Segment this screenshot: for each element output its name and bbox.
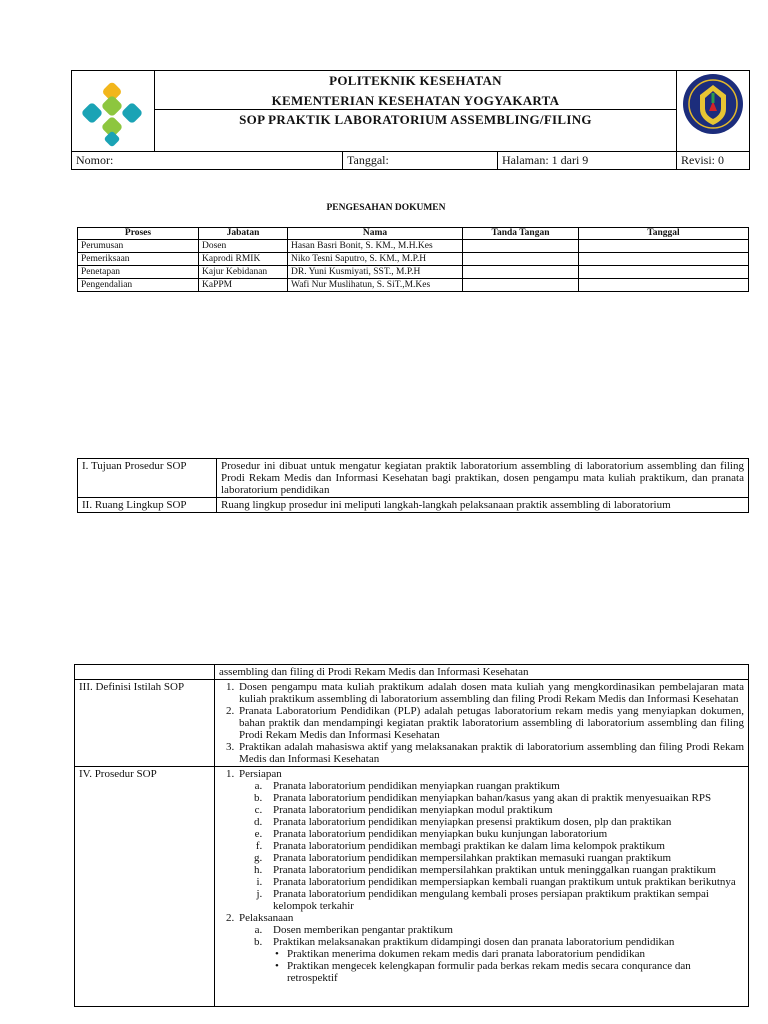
cell-nama: Hasan Basri Bonit, S. KM., M.H.Kes — [288, 240, 463, 253]
bullet-item: • Praktikan menerima dokumen rekam medis dari pranata laboratorium pendidikan — [287, 948, 744, 960]
institution-name: POLITEKNIK KESEHATAN — [329, 73, 502, 88]
cell-tanda-tangan — [463, 279, 579, 292]
section-text: Prosedur ini dibuat untuk mengatur kegiatan praktik laboratorium assembling di laboratorium assembling dan filing Prodi Rekam Medis dan Informasi Kesehatan bagi praktikan, dosen pengampu mata kuliah praktikum, dan pranata laboratorium pendidikan — [217, 459, 749, 498]
revisi-field: Revisi: 0 — [677, 152, 750, 170]
cell-tanda-tangan — [463, 240, 579, 253]
section-prosedur — [75, 767, 749, 1007]
table-row — [78, 266, 749, 279]
cell-jabatan: Kaprodi RMIK — [199, 253, 288, 266]
bullet-item: • Praktikan mengecek kelengkapan formulir pada berkas rekam medis secara conqurance dan retrospektif — [287, 960, 744, 984]
section-tujuan — [78, 459, 749, 498]
kemenkes-logo-icon — [72, 71, 154, 147]
table-row — [78, 240, 749, 253]
cell-nama: Wafi Nur Muslihatun, S. SiT.,M.Kes — [288, 279, 463, 292]
document-info-row — [72, 152, 750, 170]
nomor-field: Nomor: — [72, 152, 343, 170]
sop-sections-table — [77, 458, 749, 513]
poltekkes-logo-cell — [677, 71, 750, 152]
section-label: I. Tujuan Prosedur SOP — [78, 459, 217, 498]
col-header-jabatan: Jabatan — [199, 228, 288, 240]
definisi-content — [215, 680, 749, 767]
list-item: a. Dosen memberikan pengantar praktikum — [265, 924, 744, 936]
tanggal-field: Tanggal: — [343, 152, 498, 170]
list-item: d. Pranata laboratorium pendidikan menyiapkan presensi praktikum dosen, plp dan praktikan — [265, 816, 744, 828]
list-item: a. Pranata laboratorium pendidikan menyiapkan ruangan praktikum — [265, 780, 744, 792]
cell-tanggal — [579, 240, 749, 253]
list-item — [265, 936, 744, 948]
cell-jabatan: KaPPM — [199, 279, 288, 292]
cell-nama: Niko Tesni Saputro, S. KM., M.P.H — [288, 253, 463, 266]
definisi-list — [219, 681, 744, 765]
halaman-field: Halaman: 1 dari 9 — [498, 152, 677, 170]
table-row — [78, 279, 749, 292]
list-item: c. Pranata laboratorium pendidikan menyiapkan modul praktikum — [265, 804, 744, 816]
pelaksanaan-steps — [239, 924, 744, 948]
cell-tanda-tangan — [463, 253, 579, 266]
cell-tanggal — [579, 253, 749, 266]
cell-jabatan: Dosen — [199, 240, 288, 253]
list-item: j. Pranata laboratorium pendidikan mengulang kembali proses persiapan praktikum praktikan sempai kelompok terkahir — [265, 888, 744, 912]
document-header — [71, 70, 750, 170]
col-header-nama: Nama — [288, 228, 463, 240]
sop-title: SOP PRAKTIK LABORATORIUM ASSEMBLING/FILING — [239, 112, 592, 127]
cell-proses: Penetapan — [78, 266, 199, 279]
list-item: i. Pranata laboratorium pendidikan mempersiapkan kembali ruangan praktikum untuk praktikan berikutnya — [265, 876, 744, 888]
section-ruang-lingkup — [78, 498, 749, 513]
pengesahan-title: PENGESAHAN DOKUMEN — [326, 203, 446, 213]
list-item: e. Pranata laboratorium pendidikan menyiapkan buku kunjungan laboratorium — [265, 828, 744, 840]
poltekkes-logo-icon — [680, 71, 746, 137]
list-item: g. Pranata laboratorium pendidikan mempersilahkan praktikan memasuki ruangan praktikum — [265, 852, 744, 864]
prosedur-list — [219, 768, 744, 984]
pengesahan-table — [77, 227, 749, 292]
list-item-pelaksanaan — [237, 912, 744, 984]
list-item: 3. Praktikan adalah mahasiswa aktif yang melaksanakan praktik di laboratorium assembling dan filing Prodi Rekam Medis dan Informasi Kesehatan — [237, 741, 744, 765]
col-header-tanda-tangan: Tanda Tangan — [463, 228, 579, 240]
list-item-text: Praktikan melaksanakan praktikum didampingi dosen dan pranata laboratorium pendidikan — [273, 936, 675, 948]
list-item: h. Pranata laboratorium pendidikan mempersilahkan praktikan untuk meninggalkan ruangan praktikum — [265, 864, 744, 876]
cell-tanggal — [579, 279, 749, 292]
table-row — [78, 253, 749, 266]
kemenkes-logo-cell — [72, 71, 155, 152]
col-header-proses: Proses — [78, 228, 199, 240]
cell-tanda-tangan — [463, 266, 579, 279]
list-item-persiapan — [237, 768, 744, 912]
cell-jabatan: Kajur Kebidanan — [199, 266, 288, 279]
cell-proses: Pemeriksaan — [78, 253, 199, 266]
empty-label-cell — [75, 665, 215, 680]
section-text: Ruang lingkup prosedur ini meliputi langkah-langkah pelaksanaan praktik assembling di laboratorium — [217, 498, 749, 513]
cell-tanggal — [579, 266, 749, 279]
persiapan-steps — [239, 780, 744, 912]
header-title-cell — [155, 71, 677, 152]
section-label: III. Definisi Istilah SOP — [75, 680, 215, 767]
list-item: 2. Pranata Laboratorium Pendidikan (PLP) adalah petugas laboratorium rekam medis yang menyiapkan dokumen, bahan praktik dan mendampingi kegiatan praktik laboratorium assembling di laboratorium assembling dan filing Prodi Rekam Medis dan Informasi Kesehatan — [237, 705, 744, 741]
list-item: f. Pranata laboratorium pendidikan membagi praktikan ke dalam lima kelompok praktikum — [265, 840, 744, 852]
col-header-tanggal: Tanggal — [579, 228, 749, 240]
sop-sections-table-continued — [74, 664, 749, 1007]
prosedur-content — [215, 767, 749, 1007]
ministry-name: KEMENTERIAN KESEHATAN YOGYAKARTA — [155, 90, 676, 110]
section-ruang-lingkup-continued — [75, 665, 749, 680]
cell-proses: Pengendalian — [78, 279, 199, 292]
list-item: b. Pranata laboratorium pendidikan menyiapkan bahan/kasus yang akan di praktik menyesuaikan RPS — [265, 792, 744, 804]
persiapan-title: Persiapan — [239, 768, 282, 780]
list-item: 1. Dosen pengampu mata kuliah praktikum adalah dosen mata kuliah yang mengkordinasikan pembelajaran mata kuliah praktikum assembling di laboratorium assembling dan filing Prodi Rekam Medis dan Informasi Kesehatan — [237, 681, 744, 705]
section-label: IV. Prosedur SOP — [75, 767, 215, 1007]
cell-nama: DR. Yuni Kusmiyati, SST., M.P.H — [288, 266, 463, 279]
pelaksanaan-title: Pelaksanaan — [239, 912, 294, 924]
cell-proses: Perumusan — [78, 240, 199, 253]
section-definisi — [75, 680, 749, 767]
section-text-continued: assembling dan filing di Prodi Rekam Medis dan Informasi Kesehatan — [215, 665, 749, 680]
section-label: II. Ruang Lingkup SOP — [78, 498, 217, 513]
pelaksanaan-bullets — [239, 948, 744, 984]
